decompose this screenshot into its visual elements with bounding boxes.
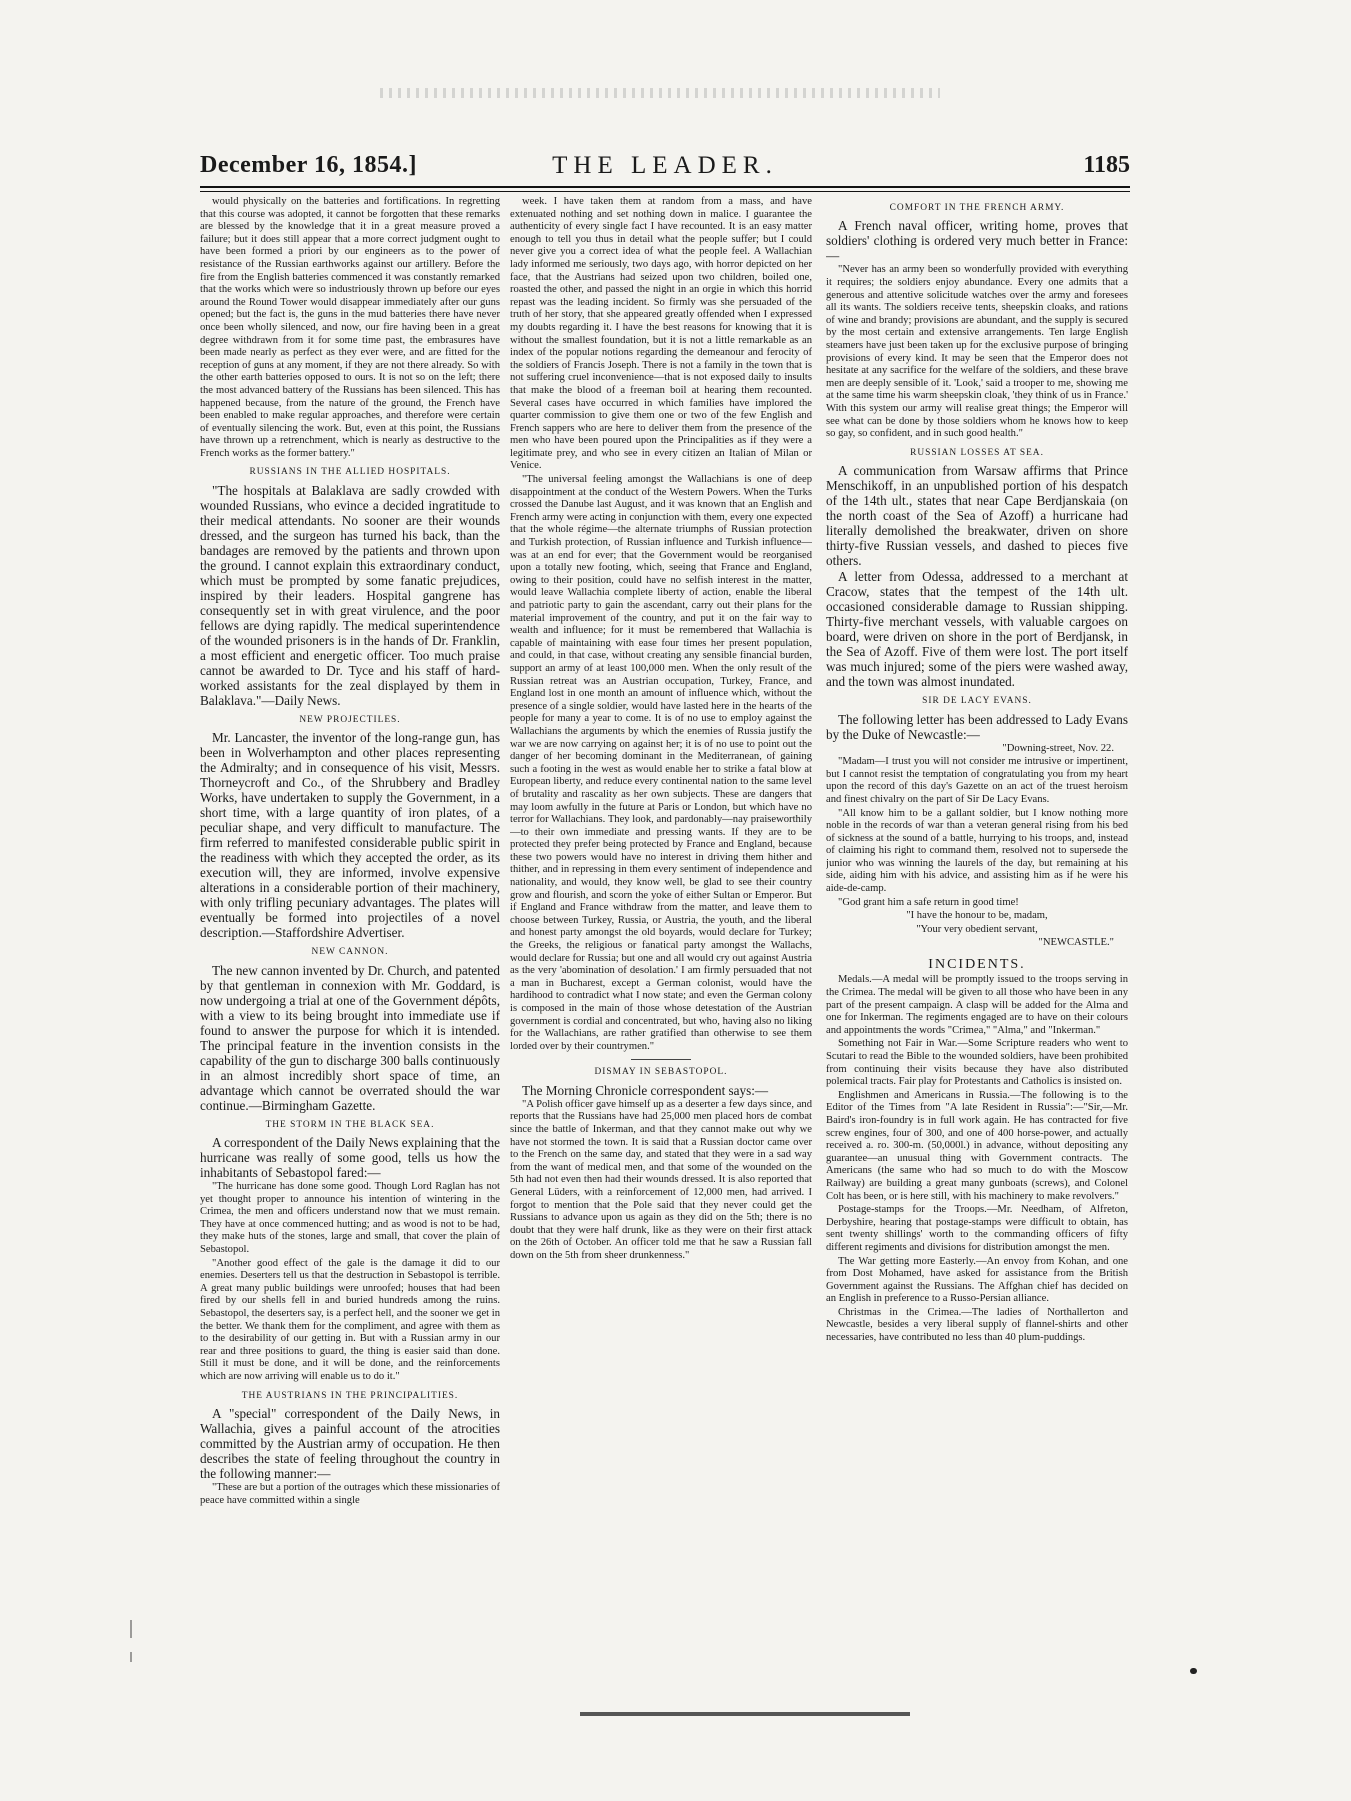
newspaper-title: THE LEADER. bbox=[552, 152, 778, 179]
paragraph: A letter from Odessa, addressed to a merchant at Cracow, states that the tempest of the 14th ult. occasioned considerable damage to Russian shipping. Thirty-five merchant vessels, with valuable cargoes on board, were driven on shore in the port of Berdjansk, in the Sea of Azoff. Five of them were lost. The port itself was much injured; some of the piers were washed away, and the town was almost inundated. bbox=[826, 569, 1128, 690]
scan-mark bbox=[1190, 1668, 1197, 1674]
closing-line: "Your very obedient servant, bbox=[916, 923, 1038, 935]
paragraph: week. I have taken them at random from a mass, and have extenuated nothing and set nothing down in malice. I guarantee the authenticity of every single fact I have recounted. It is an easy matter enough to tell you thus in detail what the people suffer; but I could never give you a correct idea of what the people feel. A Wallachian lady informed me seriously, two days ago, with horror depicted on her face, that the Austrians had seized upon two children, boiled one, roasted the other, and passed the night in an orgie in which this horrid repast was the leading incident. So firmly was she persuaded of the truth of her story, that she appeared greatly offended when I expressed my doubts regarding it. I have the best reasons for knowing that it is without the smallest foundation, but it is not a little remarkable as an index of the popular notions regarding the demeanour and ferocity of the soldiers of Francis Joseph. There is not a family in the town that is not suffering cruel inconvenience—that is not exposed daily to insults that make the blood of a freeman boil at hearing them recounted. Several cases have occurred in which families have implored the quarter commission to give them one or two of the few English and French sappers who are here to deliver them from the presence of the men who have been poured upon the Principalities as if they were a legitimate prey, and who see in every citizen an Italian of Milan or Venice. bbox=[510, 196, 812, 472]
paragraph: Christmas in the Crimea.—The ladies of Northallerton and Newcastle, besides a very liberal supply of flannel-shirts and other necessaries, have contributed no less than 40 plum-puddings. bbox=[826, 1306, 1128, 1344]
paragraph: A communication from Warsaw affirms that Prince Menschikoff, in an unpublished portion of his despatch of the 14th ult., states that near Cape Berdjanskaia (on the north coast of the Sea of Azoff) a hurricane had literally demolished the breakwater, driven on shore thirty-five Russian vessels, and dashed to pieces five others. bbox=[826, 463, 1128, 569]
section-heading: COMFORT IN THE FRENCH ARMY. bbox=[889, 203, 1065, 213]
paragraph: The War getting more Easterly.—An envoy from Kohan, and one from Dost Mohamed, have asked for assistance from the British Government against the Russians. The Affghan chief has decided on an English in preference to a Russo-Persian alliance. bbox=[826, 1255, 1128, 1305]
paragraph: The new cannon invented by Dr. Church, and patented by that gentleman in connexion with Mr. Goddard, is now undergoing a trial at one of the Government dépôts, with a view to its being brought into immediate use if found to answer the purpose for which it is intended. The principal feature in the invention consists in the capability of the gun to discharge 300 balls continuously in an almost incredibly short space of time, an advantage which cannot be overrated should the war continue.—Birmingham Gazette. bbox=[200, 962, 500, 1113]
paragraph: "God grant him a safe return in good time! bbox=[838, 896, 1019, 908]
paragraph: A French naval officer, writing home, proves that soldiers' clothing is ordered very much better in France:— bbox=[826, 218, 1128, 264]
section-heading: THE STORM IN THE BLACK SEA. bbox=[265, 1119, 435, 1130]
column-3 bbox=[826, 196, 1128, 1586]
paragraph: Mr. Lancaster, the inventor of the long-range gun, has been in Wolverhampton and other places representing the Admiralty; and in consequence of his visit, Messrs. Thorneycroft and Co., of the Shrubbery and Bradley Works, have undertaken to supply the Government, in a short time, with a large quantity of iron plates, of a peculiar shape, and very difficult to manufacture. The firm referred to manifested considerable public spirit in the readiness with which they accepted the order, as its execution will, they are informed, involve expensive alterations in a considerable portion of their machinery, with only trifling pecuniary advantages. The plates will eventually be formed into projectiles of a novel description.—Staffordshire Advertiser. bbox=[200, 730, 500, 941]
signature-line: "NEWCASTLE." bbox=[1038, 937, 1114, 949]
section-heading: THE AUSTRIANS IN THE PRINCIPALITIES. bbox=[241, 1390, 459, 1401]
closing-line: "I have the honour to be, madam, bbox=[906, 910, 1048, 922]
section-heading: SIR DE LACY EVANS. bbox=[922, 696, 1032, 707]
paragraph: Medals.—A medal will be promptly issued to the troops serving in the Crimea. The medal will be given to all those who have been in any part of the present campaign. A clasp will be added for the Alma and one for Inkerman. The regiments engaged are to have on their colours and appointments the words "Crimea," "Alma," and "Inkerman." bbox=[826, 974, 1128, 1036]
section-heading: RUSSIANS IN THE ALLIED HOSPITALS. bbox=[249, 467, 451, 478]
paragraph: The Morning Chronicle correspondent says:— bbox=[522, 1082, 769, 1098]
paragraph: "A Polish officer gave himself up as a deserter a few days since, and reports that the Russians have had 25,000 men placed hors de combat since the battle of Inkerman, and that they cannot make out why we have not stormed the town. It is said that a Russian doctor came over to the French on the same day, and stated that they were in a sad way from the want of medical men, and that some of the wounded on the 5th had not even then had their wounds dressed. It is also reported that General Lüders, with a reinforcement of 12,000 men, had arrived. I forgot to mention that the Pole said that they never could get the Russians to advance upon us again as they did on the 5th; there is no doubt that they were half drunk, like as they were on their first attack on the 26th of October. An officer told me that he saw a Russian fall down on the 5th from sheer drunkenness." bbox=[510, 1098, 812, 1261]
paragraph: "The hospitals at Balaklava are sadly crowded with wounded Russians, who evince a decided ingratitude to their medical attendants. No sooner are their wounds dressed, and the surgeon has turned his back, than the bandages are removed by the patients and thrown upon the ground. I cannot explain this extraordinary conduct, which must be prompted by some fanatic prejudices, inspired by their leaders. Hospital gangrene has consequently set in with great virulence, and the poor fellows are dying rapidly. The medical superintendence of the wounded prisoners is in the hands of Dr. Franklin, a most efficient and energetic officer. Too much praise cannot be awarded to Dr. Tyce and his staff of hard-worked assistants for the zeal displayed by them in Balaklava."—Daily News. bbox=[200, 482, 500, 708]
paragraph: A "special" correspondent of the Daily News, in Wallachia, gives a painful account of the atrocities committed by the Austrian army of occupation. He then describes the state of feeling throughout the country in the following manner:— bbox=[200, 1406, 500, 1481]
masthead-rule bbox=[200, 186, 1130, 192]
paragraph: "All know him to be a gallant soldier, but I know nothing more noble in the records of war than a veteran general rising from his bed of sickness at the sound of a battle, hurrying to his troops, and, instead of claiming his right to command them, resolved not to supersede the junior who was winning the laurels of the day, but remaining at his side, aiding him with his advice, and assisting him as if he were his aide-de-camp. bbox=[826, 807, 1128, 895]
section-heading: INCIDENTS. bbox=[928, 957, 1026, 973]
column-1 bbox=[200, 196, 500, 1586]
section-heading: NEW CANNON. bbox=[311, 947, 389, 958]
section-heading: NEW PROJECTILES. bbox=[299, 714, 401, 725]
page-number: 1185 bbox=[1083, 152, 1130, 178]
scan-noise bbox=[380, 88, 940, 98]
masthead bbox=[200, 140, 1130, 180]
bottom-scan-line bbox=[580, 1712, 910, 1716]
section-separator bbox=[631, 1059, 691, 1060]
scan-mark bbox=[130, 1652, 132, 1662]
paragraph: Englishmen and Americans in Russia.—The following is to the Editor of the Times from "A late Resident in Russia":—"Sir,—Mr. Baird's iron-foundry is in full work again. He has contracted for five screw engines, four of 300, and one of 400 horse-power, and actually received a. ro. 300-m. (50,000l.) in advance, without depositing any guarantee—an unusual thing with Government contracts. The Americans (the same who had so much to do with the Moscow Railway) are building a great many gunboats (screws), and Colonel Colt has been, or is here still, with his machinery to make revolvers." bbox=[826, 1089, 1128, 1202]
section-heading: RUSSIAN LOSSES AT SEA. bbox=[910, 447, 1044, 458]
paragraph: would physically on the batteries and fortifications. In regretting that this course was adopted, it cannot be forgotten that these remarks are blessed by the knowledge that it in a great measure proved a failure; but it does still appear that a more correct judgment ought to have been formed a priori by our engineers as to the power of resistance of the Russian earthworks against our artillery. Before the fire from the English batteries commenced it was constantly remarked that the works which were so industriously thrown up before our eyes around the Round Tower would disappear immediately after our guns opened; but the fact is, the guns in the mud batteries there have never once been wholly silenced, and now, our fire having been in a great degree withdrawn from it for some time past, the embrasures have been made nearly as perfect as they ever were, and are fitted for the reception of guns at any moment, if they are not there already. So with the other earth batteries opposed to ours. It is not so on the left; there the most advanced battery of the Russians has been silenced. This has happened because, from the nature of the ground, the French have been enabled to make regular approaches, and therefore were certain of eventually silencing the work. But, even at this point, the Russians have thrown up a retrenchment, which is nearly as destructive to the French works as the former battery." bbox=[200, 196, 500, 459]
scan-mark bbox=[130, 1620, 132, 1638]
section-heading: DISMAY IN SEBASTOPOL. bbox=[594, 1067, 728, 1078]
signature-line: "Downing-street, Nov. 22. bbox=[1002, 742, 1114, 754]
paragraph: "The universal feeling amongst the Wallachians is one of deep disappointment at the conduct of the Western Powers. When the Turks crossed the Danube last August, and it was known that an English and French army were acting in conjunction with them, every one expected that the whole régime—the alternate triumphs of Russian protection and Turkish protection, of Russian influence and Turkish influence—was at an end for ever; that the Government would be reorganised upon a totally new footing, which, seeing that France and England, owing to their position, could have no selfish interest in the matter, would leave Wallachia complete liberty of action, enable the liberal and patriotic party to gain the ascendant, carry out their plans for the material improvement of the country, and put it on the fair way to wealth and influence; for it must be remembered that Wallachia is capable of maintaining with ease four times her present population, and could, in that case, without creating any sensible financial burden, support an army of at least 100,000 men. When the only result of the Russian retreat was an Austrian occupation, Turkey, France, and England lost in one month an amount of influence which, without the presence of a single soldier, would have lasted here in the hearts of the people for many a year to come. It is of no use to employ against the Wallachians the arguments by which the enemies of Russia justify the war we are now carrying on against her; it is of no use to point out the danger of her becoming dominant in the Mediterranean, of gaining such a footing in the west as would enable her to strike a fatal blow at European liberty, and reduce every continental nation to the same level of brutality and rascality as her own subjects. These are dangers that may loom awfully in the future at Paris or London, but which have no terror for Wallachians. They look, and pardonably—nay praiseworthily—to their own immediate and pressing wants. If they are to be protected they prefer being protected by France and England, because these two powers would have no interest in driving them hither and thither, and in repressing in them every sentiment of independence and nationality, and would, they know well, be glad to see their country grow and flourish, and scorn the yoke of either Sultan or Emperor. But if England and France withdraw from the matter, and leave them to choose between Turkey, Russia, or Austria, the youth, and the liberal and honest party amongst the old boyards, would declare for Turkey; the Greeks, the religious or fanatical party amongst the Wallachs, would declare for Russia; but one and all would cry out against Austria as the very 'abomination of desolation.' I am firmly persuaded that not a man in Bucharest, except a German colonist, would have the hardihood to contradict what I now state; and even the German colony is composed in the main of those whose detestation of the Austrian government is cordial and concentrated, but who, having also no liking for the Wallachians, are rather gratified than otherwise to see them lorded over by their countrymen." bbox=[510, 474, 812, 1052]
paragraph: Something not Fair in War.—Some Scripture readers who went to Scutari to read the Bible to the wounded soldiers, have been prohibited from continuing their visits because they have also distributed polemical tracts. Fair play for Protestants and Catholics is insisted on. bbox=[826, 1038, 1128, 1088]
paragraph: Postage-stamps for the Troops.—Mr. Needham, of Alfreton, Derbyshire, hearing that postage-stamps were difficult to obtain, has sent twenty shillings' worth to the commanding officers of fifty different regiments and divisions for distribution amongst the men. bbox=[826, 1204, 1128, 1253]
issue-date: December 16, 1854.] bbox=[200, 152, 417, 178]
paragraph: "The hurricane has done some good. Though Lord Raglan has not yet thought proper to announce his intention of wintering in the Crimea, the men and officers understand now that we must remain. They have at once commenced hutting; and as wood is not to be had, they make huts of the stones, large and small, that cover the plain of Sebastopol. bbox=[200, 1181, 500, 1256]
paragraph: A correspondent of the Daily News explaining that the hurricane was really of some good, tells us how the inhabitants of Sebastopol fared:— bbox=[200, 1135, 500, 1181]
paragraph: "Madam—I trust you will not consider me intrusive or impertinent, but I cannot resist the temptation of congratulating you from my heart upon the record of this day's Gazette on an act of the truest heroism and finest chivalry on the part of Sir De Lacy Evans. bbox=[826, 756, 1128, 805]
paragraph: The following letter has been addressed to Lady Evans by the Duke of Newcastle:— bbox=[826, 711, 1128, 742]
paragraph: "Never has an army been so wonderfully provided with everything it requires; the soldiers enjoy abundance. Every one admits that a generous and attentive solicitude watches over the army and foresees all its wants. The soldiers receive tents, sheepskin cloaks, and rations of wine and brandy; provisions are abundant, and the supply is secured by the most certain and extensive arrangements. Ten large English steamers have just been taken up for the exclusive purpose of bringing provisions of every kind. It may be seen that the Emperor does not hesitate at any sacrifice for the welfare of the soldiers, and these brave men are deeply sensible of it. 'Look,' said a trooper to me, showing me at the same time his warm sheepskin cloak, 'they think of us in France.' With this system our army will realise great things; the Emperor will see what can be done by those soldiers whom he knows how to keep so gay, so confident, and in such good health." bbox=[826, 264, 1128, 440]
paragraph: "These are but a portion of the outrages which these missionaries of peace have committed within a single bbox=[200, 1482, 500, 1506]
column-2 bbox=[510, 196, 812, 1586]
paragraph: "Another good effect of the gale is the damage it did to our enemies. Deserters tell us that the destruction in Sebastopol is terrible. A great many public buildings were unroofed; houses that had been fired by our shells fell in and buried hundreds among the ruins. Sebastopol, the deserters say, is a perfect hell, and the sooner we get in the better. We thank them for the compliment, and agree with them as to the desirability of our getting in. But with a Russian army in our rear and three positions to guard, the thing is easier said than done. Still it must be done, and it will be done, and the reinforcements which are now arriving will enable us to do it." bbox=[200, 1257, 500, 1382]
